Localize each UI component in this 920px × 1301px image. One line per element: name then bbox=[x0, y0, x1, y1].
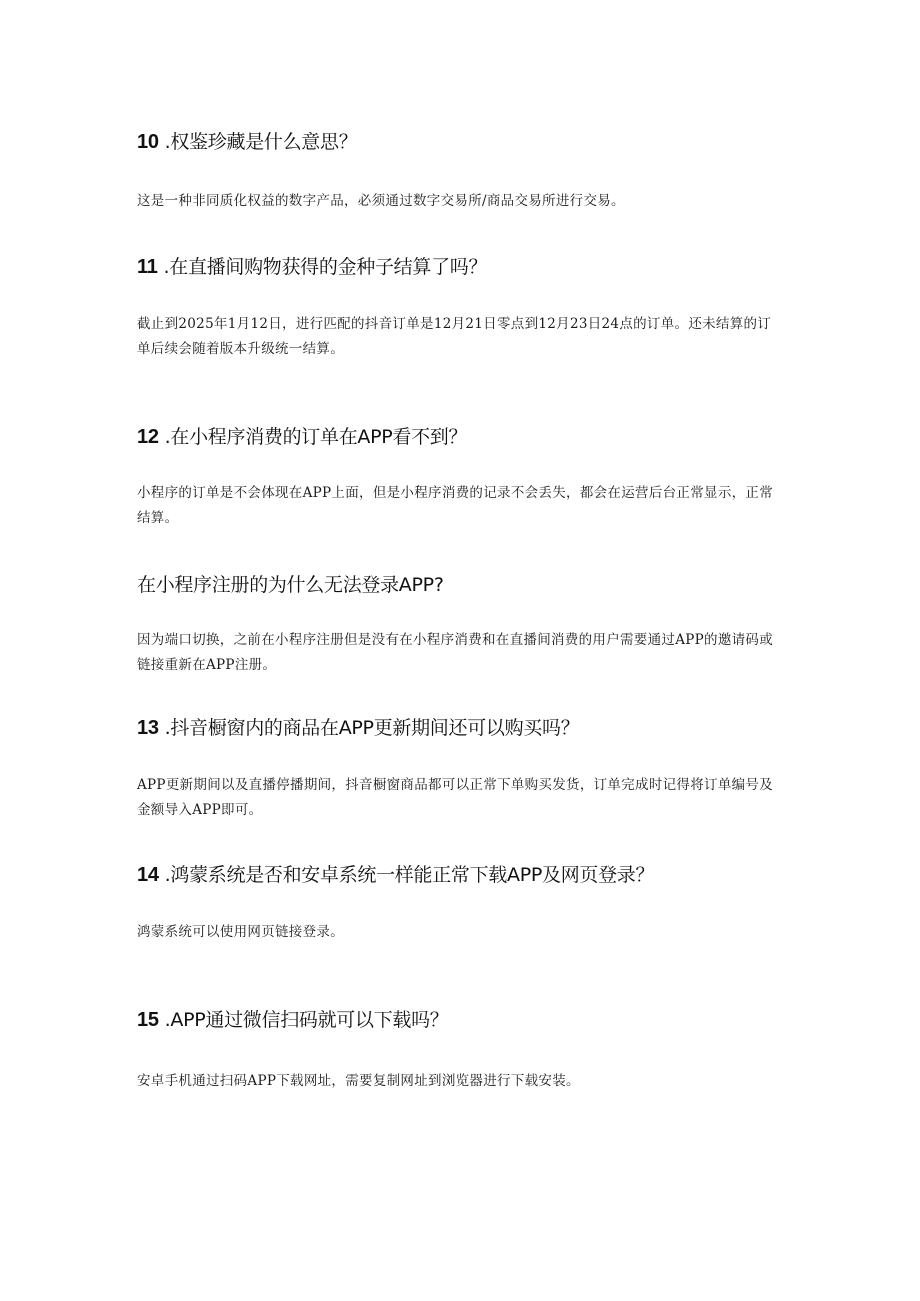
question-number: 10 bbox=[137, 131, 159, 153]
faq-question-13 bbox=[137, 716, 579, 740]
question-text: .在直播间购物获得的金种子结算了吗？ bbox=[163, 256, 488, 278]
question-text: .抖音橱窗内的商品在APP更新期间还可以购买吗？ bbox=[164, 717, 580, 739]
faq-question-14 bbox=[137, 863, 654, 887]
faq-answer-11: 截止到2025年1月12日，进行匹配的抖音订单是12月21日零点到12月23日24点的订单。还未结算的订单后续会随着版本升级统一结算。 bbox=[137, 316, 772, 357]
faq-question-15 bbox=[137, 1008, 449, 1032]
faq-answer-13: APP更新期间以及直播停播期间，抖音橱窗商品都可以正常下单购买发货，订单完成时记得将订单编号及金额导入APP即可。 bbox=[137, 777, 774, 818]
faq-question-11 bbox=[137, 255, 487, 279]
question-number: 15 bbox=[137, 1009, 159, 1031]
faq-answer-10: 这是一种非同质化权益的数字产品，必须通过数字交易所/商品交易所进行交易。 bbox=[137, 193, 625, 209]
faq-question-10 bbox=[137, 130, 357, 154]
faq-answer-14: 鸿蒙系统可以使用网页链接登录。 bbox=[137, 924, 344, 940]
question-number: 13 bbox=[137, 717, 159, 739]
faq-answer-15: 安卓手机通过扫码APP下载网址，需要复制网址到浏览器进行下载安装。 bbox=[137, 1073, 580, 1089]
question-number: 11 bbox=[137, 256, 158, 278]
faq-question-12 bbox=[137, 425, 467, 449]
faq-question-miniprogram-login bbox=[137, 573, 444, 597]
question-text: .在小程序消费的订单在APP看不到？ bbox=[164, 426, 468, 448]
question-text: 在小程序注册的为什么无法登录APP? bbox=[137, 574, 444, 596]
faq-answer-miniprogram-login: 因为端口切换，之前在小程序注册但是没有在小程序消费和在直播间消费的用户需要通过APP的邀请码或链接重新在APP注册。 bbox=[137, 632, 774, 673]
question-number: 14 bbox=[137, 864, 159, 886]
question-text: .权鉴珍藏是什么意思？ bbox=[164, 131, 358, 153]
question-number: 12 bbox=[137, 426, 159, 448]
question-text: .APP通过微信扫码就可以下载吗？ bbox=[164, 1009, 449, 1031]
faq-answer-12: 小程序的订单是不会体现在APP上面，但是小程序消费的记录不会丢失，都会在运营后台正常显示，正常结算。 bbox=[137, 485, 774, 526]
question-text: .鸿蒙系统是否和安卓系统一样能正常下载APP及网页登录？ bbox=[164, 864, 655, 886]
